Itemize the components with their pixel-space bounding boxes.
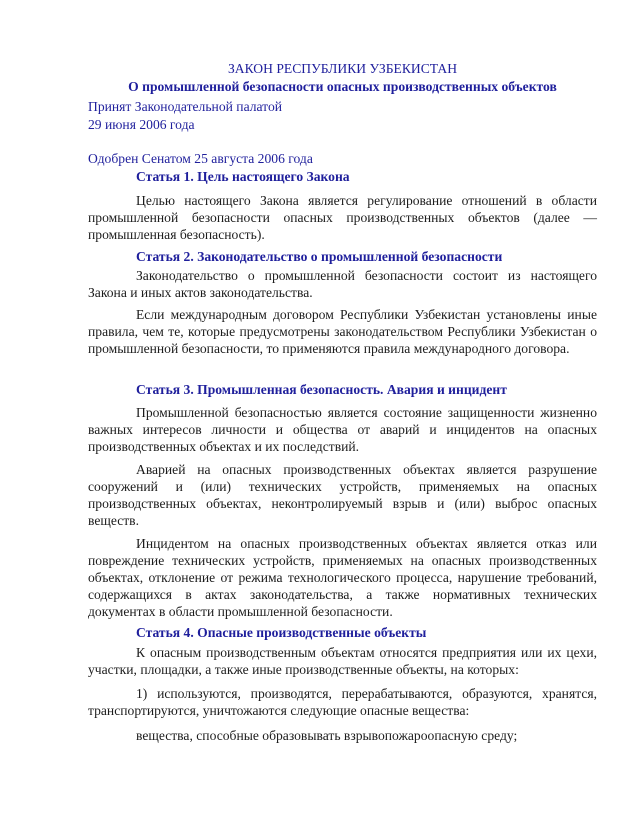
- article-3-paragraph: Аварией на опасных производственных объектах является разрушение сооружений и (или) технических устройств, применяемых на опасных производственных объектах, неконтролируемый взрыв и (или) выброс опасных веществ.: [88, 462, 597, 528]
- law-title: ЗАКОН РЕСПУБЛИКИ УЗБЕКИСТАН: [227, 61, 458, 76]
- article-4-paragraph: К опасным производственным объектам относятся предприятия или их цехи, участки, площадки, а также иные производственные объекты, на которых:: [88, 645, 597, 677]
- article-1-heading: Статья 1. Цель настоящего Закона: [136, 169, 350, 184]
- adopted-line-2: 29 июня 2006 года: [88, 117, 195, 132]
- article-4-paragraph: вещества, способные образовывать взрывопожароопасную среду;: [136, 728, 518, 743]
- article-2-paragraph: Законодательство о промышленной безопасности состоит из настоящего Закона и иных актов законодательства.: [88, 268, 597, 300]
- article-1-paragraph: Целью настоящего Закона является регулирование отношений в области промышленной безопасности опасных производственных объектов (далее — промышленная безопасность).: [88, 193, 597, 242]
- article-3-paragraph: Промышленной безопасностью является состояние защищенности жизненно важных интересов личности и общества от аварий и инцидентов на опасных производственных объектах и их последствий.: [88, 405, 597, 454]
- article-2-heading: Статья 2. Законодательство о промышленной безопасности: [136, 249, 503, 264]
- article-3-heading: Статья 3. Промышленная безопасность. Авария и инцидент: [136, 382, 507, 397]
- article-4-heading: Статья 4. Опасные производственные объекты: [136, 625, 427, 640]
- approved-line: Одобрен Сенатом 25 августа 2006 года: [88, 151, 313, 166]
- article-2-paragraph: Если международным договором Республики Узбекистан установлены иные правила, чем те, которые предусмотрены законодательством Республики Узбекистан о промышленной безопасности, то применяются правила международного договора.: [88, 307, 597, 356]
- law-subtitle: О промышленной безопасности опасных производственных объектов: [128, 79, 557, 94]
- adopted-line-1: Принят Законодательной палатой: [88, 99, 283, 114]
- article-3-paragraph: Инцидентом на опасных производственных объектах является отказ или повреждение технических устройств, применяемых на опасных производственных объектах, отклонение от режима технологического процесса, нарушение требований, содержащихся в актах законодательства, а также нормативных технических документах в области промышленной безопасности.: [88, 536, 597, 619]
- article-4-paragraph: 1) используются, производятся, перерабатываются, образуются, хранятся, транспортируются, уничтожаются следующие опасные вещества:: [88, 686, 597, 718]
